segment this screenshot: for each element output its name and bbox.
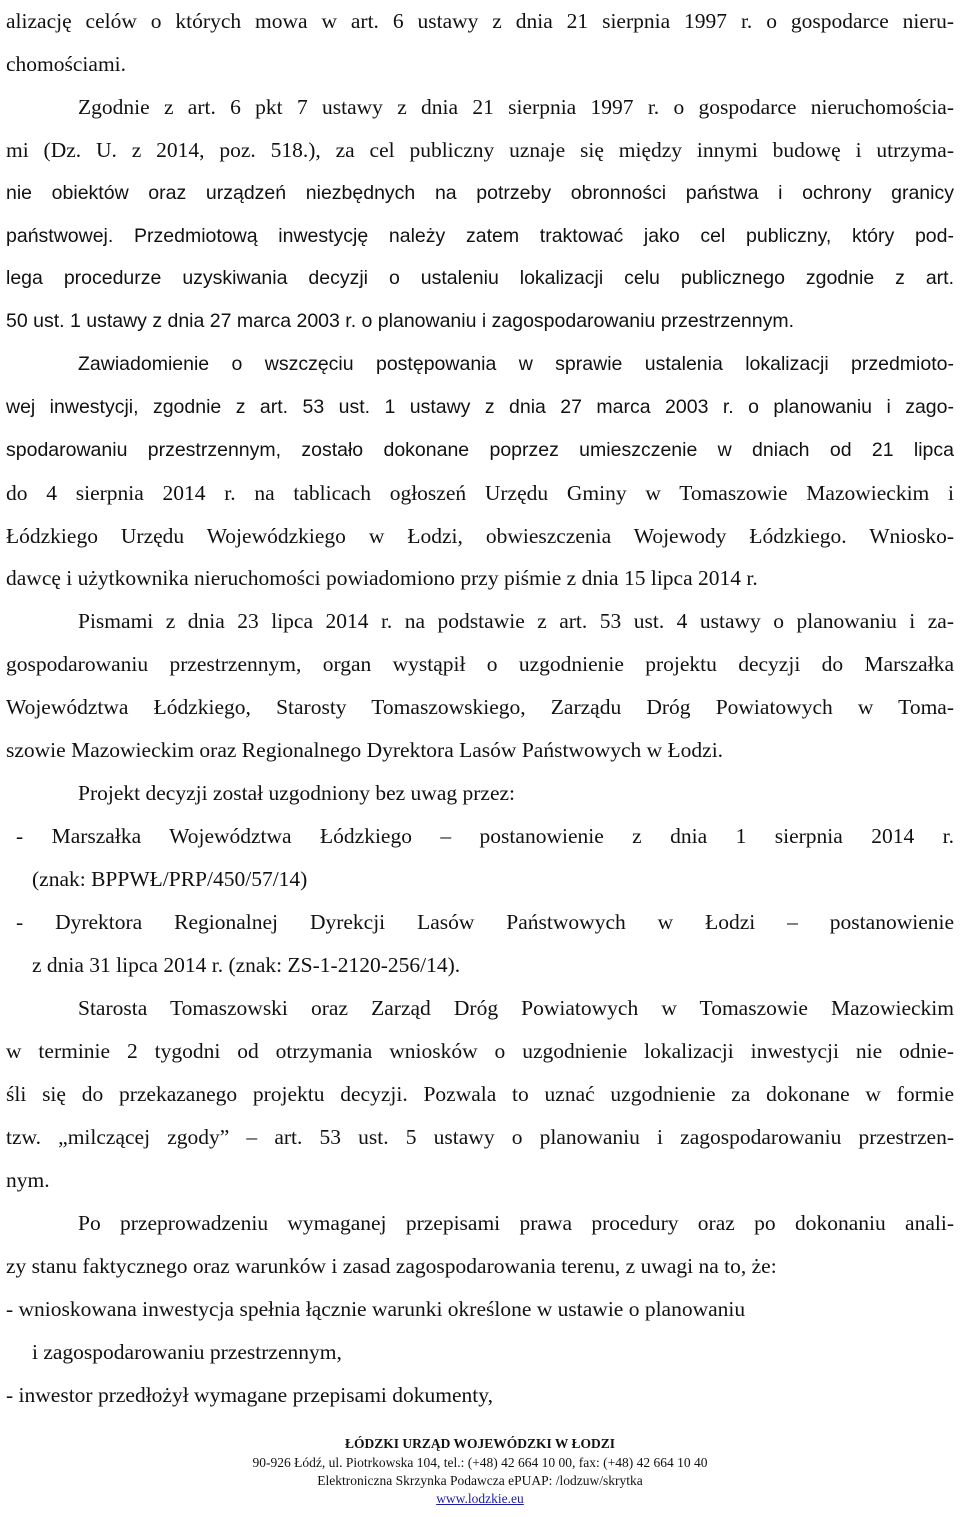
text-line: z dnia 31 lipca 2014 r. (znak: ZS-1-2120-256/14). — [32, 953, 461, 977]
list-item: - inwestor przedłożył wymagane przepisami dokumenty, — [6, 1383, 493, 1407]
text-line: Pismami z dnia 23 lipca 2014 r. na podstawie z art. 53 ust. 4 ustawy o planowaniu i za- — [78, 609, 954, 633]
text-line: Starosta Tomaszowski oraz Zarząd Dróg Powiatowych w Tomaszowie Mazowieckim — [78, 996, 954, 1020]
footer-website-row — [0, 1491, 960, 1507]
text-line: państwowej. Przedmiotową inwestycję należy zatem traktować jako cel publiczny, który pod- — [6, 225, 954, 247]
text-line: Zawiadomienie o wszczęciu postępowania w sprawie ustalenia lokalizacji przedmioto- — [78, 353, 954, 375]
text-line: mi (Dz. U. z 2014, poz. 518.), za cel publiczny uznaje się między innymi budowę i utrzyma- — [6, 138, 954, 162]
text-line: spodarowaniu przestrzennym, zostało dokonane poprzez umieszczenie w dniach od 21 lipca — [6, 439, 954, 461]
text-line: szowie Mazowieckim oraz Regionalnego Dyrektora Lasów Państwowych w Łodzi. — [6, 738, 724, 762]
text-line: Zgodnie z art. 6 pkt 7 ustawy z dnia 21 sierpnia 1997 r. o gospodarce nieruchomościa- — [78, 95, 954, 119]
text-line: lega procedurze uzyskiwania decyzji o ustaleniu lokalizacji celu publicznego zgodnie z art. — [6, 267, 954, 289]
text-line: nie obiektów oraz urządzeń niezbędnych na potrzeby obronności państwa i ochrony granicy — [6, 182, 954, 204]
text-line: do 4 sierpnia 2014 r. na tablicach ogłoszeń Urzędu Gminy w Tomaszowie Mazowieckim i — [6, 481, 954, 505]
text-line: tzw. „milczącej zgody” – art. 53 ust. 5 ustawy o planowaniu i zagospodarowaniu przestrzen- — [6, 1125, 954, 1149]
footer-website-link[interactable]: www.lodzkie.eu — [436, 1491, 524, 1506]
text-line: wej inwestycji, zgodnie z art. 53 ust. 1 ustawy z dnia 27 marca 2003 r. o planowaniu i zago- — [6, 396, 954, 418]
text-line: 50 ust. 1 ustawy z dnia 27 marca 2003 r. o planowaniu i zagospodarowaniu przestrzennym. — [6, 310, 795, 332]
text-line: zy stanu faktycznego oraz warunków i zasad zagospodarowania terenu, z uwagi na to, że: — [6, 1254, 777, 1278]
text-line: Województwa Łódzkiego, Starosty Tomaszowskiego, Zarządu Dróg Powiatowych w Toma- — [6, 695, 954, 719]
text-line: Projekt decyzji został uzgodniony bez uwag przez: — [78, 781, 516, 805]
text-line: (znak: BPPWŁ/PRP/450/57/14) — [32, 867, 308, 891]
list-item: - Dyrektora Regionalnej Dyrekcji Lasów Państwowych w Łodzi – postanowienie — [16, 910, 954, 934]
list-item: - Marszałka Województwa Łódzkiego – postanowienie z dnia 1 sierpnia 2014 r. — [16, 824, 954, 848]
text-line: nym. — [6, 1168, 50, 1192]
text-line: Łódzkiego Urzędu Wojewódzkiego w Łodzi, obwieszczenia Wojewody Łódzkiego. Wniosko- — [6, 524, 954, 548]
list-item: - wnioskowana inwestycja spełnia łącznie warunki określone w ustawie o planowaniu — [6, 1297, 746, 1321]
footer-institution: ŁÓDZKI URZĄD WOJEWÓDZKI W ŁODZI — [344, 1436, 616, 1451]
text-line: Po przeprowadzeniu wymaganej przepisami prawa procedury oraz po dokonaniu anali- — [78, 1211, 954, 1235]
text-line: i zagospodarowaniu przestrzennym, — [32, 1340, 342, 1364]
footer-epuap: Elektroniczna Skrzynka Podawcza ePUAP: /lodzuw/skrytka — [317, 1473, 643, 1488]
text-line: w terminie 2 tygodni od otrzymania wniosków o uzgodnienie lokalizacji inwestycji nie odnie- — [6, 1039, 954, 1063]
text-line: gospodarowaniu przestrzennym, organ wystąpił o uzgodnienie projektu decyzji do Marszałka — [6, 652, 954, 676]
footer-address: 90-926 Łódź, ul. Piotrkowska 104, tel.: (+48) 42 664 10 00, fax: (+48) 42 664 10 40 — [252, 1455, 708, 1470]
text-line: alizację celów o których mowa w art. 6 ustawy z dnia 21 sierpnia 1997 r. o gospodarce nieru- — [6, 9, 954, 33]
text-line: śli się do przekazanego projektu decyzji. Pozwala to uznać uzgodnienie za dokonane w formie — [6, 1082, 954, 1106]
text-line: dawcę i użytkownika nieruchomości powiadomiono przy piśmie z dnia 15 lipca 2014 r. — [6, 566, 758, 590]
text-line: chomościami. — [6, 52, 127, 76]
